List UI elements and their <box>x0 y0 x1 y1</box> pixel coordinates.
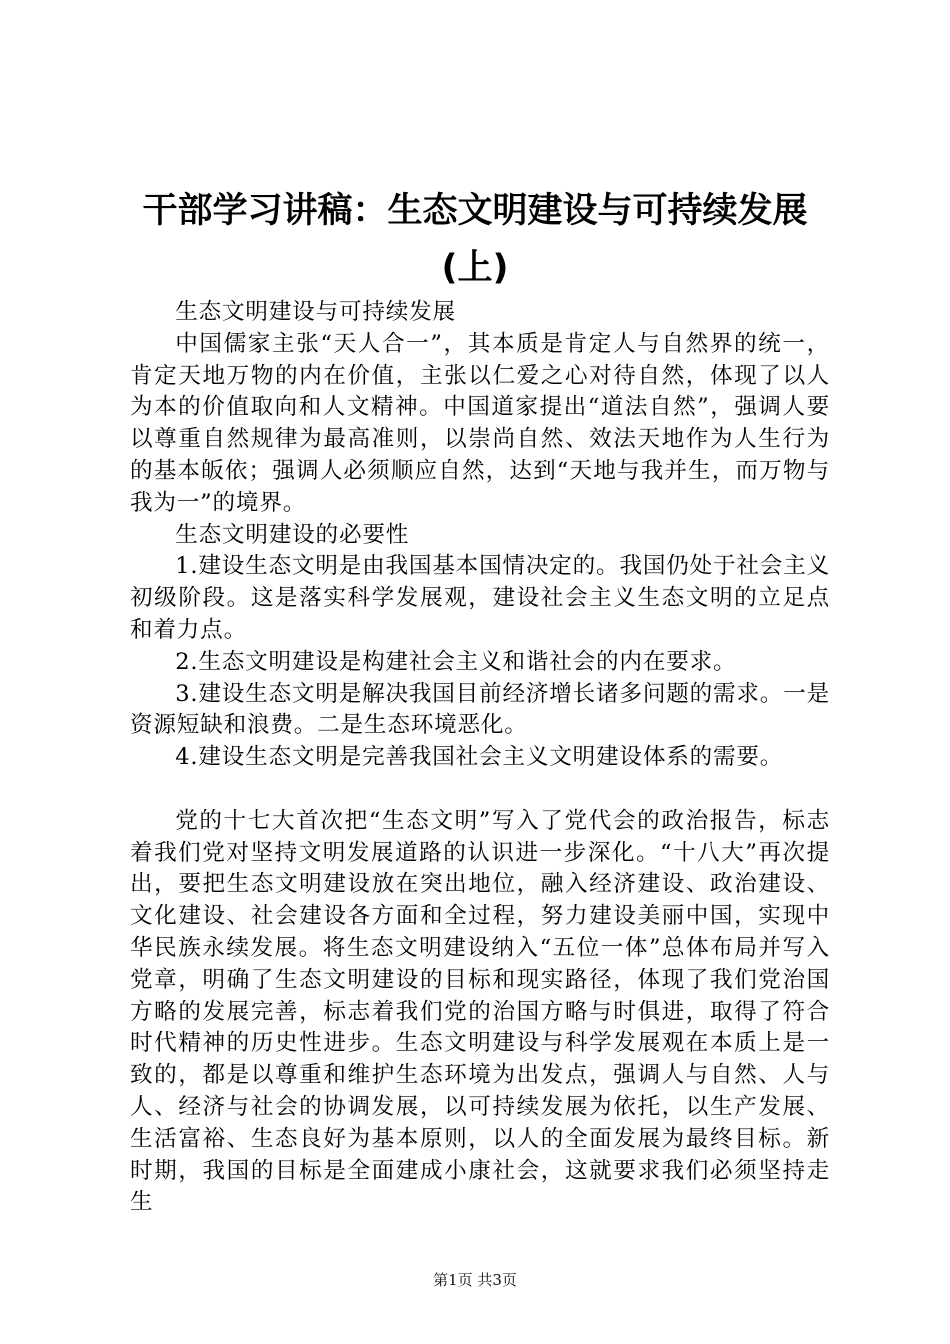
paragraph-spacer <box>130 774 830 806</box>
document-body <box>130 297 830 1219</box>
section-heading: 生态文明建设的必要性 <box>175 521 410 548</box>
body-paragraph: 党的十七大首次把“生态文明”写入了党代会的政治报告，标志着我们党对坚持文明发展道路的认识进一步深化。“十八大”再次提出，要把生态文明建设放在突出地位，融入经济建设、政治建设、文化建设、社会建设各方面和全过程，努力建设美丽中国，实现中华民族永续发展。将生态文明建设纳入“五位一体”总体布局并写入党章，明确了生态文明建设的目标和现实路径，体现了我们党治国方略的发展完善，标志着我们党的治国方略与时俱进，取得了符合时代精神的历史性进步。生态文明建设与科学发展观在本质上是一致的，都是以尊重和维护生态环境为出发点，强调人与自然、人与人、经济与社会的协调发展，以可持续发展为依托，以生产发展、生活富裕、生态良好为基本原则，以人的全面发展为最终目标。新时期，我国的目标是全面建成小康社会，这就要求我们必须坚持走生 <box>130 807 830 1216</box>
body-paragraph: 中国儒家主张“天人合一”，其本质是肯定人与自然界的统一，肯定天地万物的内在价值，主张以仁爱之心对待自然，体现了以人为本的价值取向和人文精神。中国道家提出“道法自然”，强调人要以尊重自然规律为最高准则，以崇尚自然、效法天地作为人生行为的基本皈依；强调人必须顺应自然，达到“天地与我并生，而万物与我为一”的境界。 <box>130 330 830 516</box>
page-number-footer: 第1页 共3页 <box>433 1271 517 1289</box>
document-title-continuation: (上) <box>441 248 509 288</box>
list-item: 3.建设生态文明是解决我国目前经济增长诸多问题的需求。一是资源短缺和浪费。二是生态环境恶化。 <box>130 680 830 739</box>
list-item: 1.建设生态文明是由我国基本国情决定的。我国仍处于社会主义初级阶段。这是落实科学发展观，建设社会主义生态文明的立足点和着力点。 <box>130 553 830 643</box>
document-title: 干部学习讲稿：生态文明建设与可持续发展 <box>142 191 808 231</box>
list-item: 2.生态文明建设是构建社会主义和谐社会的内在要求。 <box>175 648 737 675</box>
section-heading: 生态文明建设与可持续发展 <box>175 299 456 325</box>
list-item: 4.建设生态文明是完善我国社会主义文明建设体系的需要。 <box>175 744 784 771</box>
